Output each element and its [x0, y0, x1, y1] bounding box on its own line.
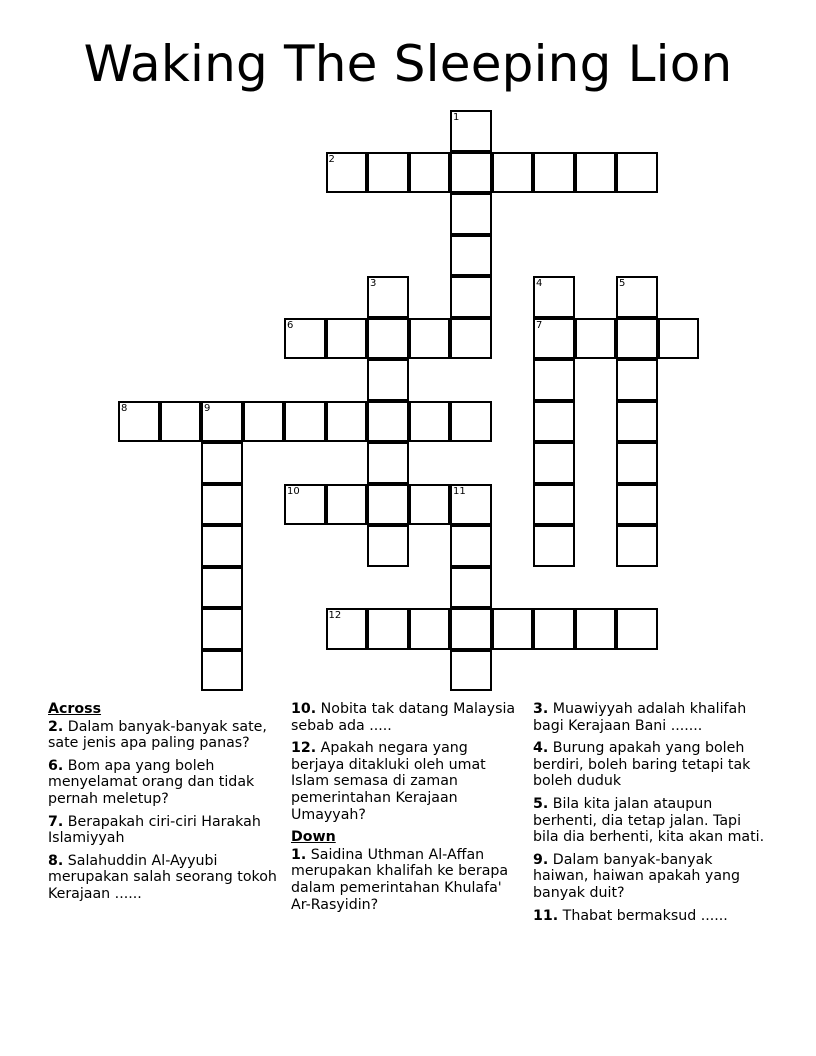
grid-cell[interactable] — [450, 110, 492, 152]
grid-cell[interactable] — [326, 401, 368, 443]
grid-cell[interactable] — [450, 525, 492, 567]
clue-number: 8 — [121, 402, 128, 414]
grid-cell[interactable] — [160, 401, 202, 443]
grid-cell[interactable] — [616, 608, 658, 650]
clue-item — [48, 719, 280, 752]
grid-cell[interactable] — [450, 567, 492, 609]
grid-cell[interactable] — [367, 276, 409, 318]
clue-item-number: 1. — [291, 846, 307, 863]
grid-cell[interactable] — [367, 442, 409, 484]
grid-cell[interactable] — [201, 442, 243, 484]
grid-cell[interactable] — [616, 525, 658, 567]
grid-cell[interactable] — [533, 525, 575, 567]
grid-cell[interactable] — [367, 484, 409, 526]
clue-number: 10 — [287, 485, 300, 497]
clue-item — [291, 740, 523, 823]
clue-item-number: 11. — [533, 907, 559, 924]
clue-item-number: 12. — [291, 740, 317, 757]
clue-column-1 — [48, 701, 280, 909]
clue-item-text: Muawiyyah adalah khalifah bagi Kerajaan Bani ....... — [533, 701, 747, 734]
grid-cell[interactable] — [409, 484, 451, 526]
clue-item — [48, 853, 280, 903]
clue-item-number: 5. — [533, 795, 549, 812]
grid-cell[interactable] — [409, 152, 451, 194]
grid-cell[interactable] — [201, 401, 243, 443]
grid-cell[interactable] — [367, 525, 409, 567]
clue-item-number: 6. — [48, 757, 64, 774]
grid-cell[interactable] — [533, 276, 575, 318]
grid-cell[interactable] — [201, 650, 243, 692]
grid-cell[interactable] — [367, 608, 409, 650]
grid-cell[interactable] — [450, 318, 492, 360]
grid-cell[interactable] — [575, 608, 617, 650]
clue-item-text: Bom apa yang boleh menyelamat orang dan tidak pernah meletup? — [48, 757, 255, 807]
clue-number: 9 — [204, 402, 211, 414]
clue-item — [48, 758, 280, 808]
grid-cell[interactable] — [616, 359, 658, 401]
clue-item-number: 2. — [48, 718, 64, 735]
grid-cell[interactable] — [450, 193, 492, 235]
grid-cell[interactable] — [533, 608, 575, 650]
clue-item-text: Dalam banyak-banyak sate, sate jenis apa paling panas? — [48, 718, 267, 752]
clue-number: 11 — [453, 485, 466, 497]
clue-number: 5 — [619, 278, 626, 289]
grid-cell[interactable] — [450, 235, 492, 277]
grid-cell[interactable] — [367, 401, 409, 443]
clue-number: 12 — [328, 610, 342, 621]
clue-number: 4 — [536, 278, 543, 289]
grid-cell[interactable] — [533, 442, 575, 484]
grid-cell[interactable] — [616, 318, 658, 360]
clue-number: 1 — [453, 112, 460, 123]
clue-item — [533, 701, 765, 734]
puzzle-title: Waking The Sleeping Lion — [83, 35, 733, 93]
grid-cell[interactable] — [201, 484, 243, 526]
grid-cell[interactable] — [533, 318, 575, 360]
grid-cell[interactable] — [533, 152, 575, 194]
grid-cell[interactable] — [533, 484, 575, 526]
grid-cell[interactable] — [450, 484, 492, 526]
clue-item-number: 3. — [533, 701, 549, 717]
clue-item-text: Nobita tak datang Malaysia sebab ada ..... — [291, 701, 516, 734]
grid-cell[interactable] — [367, 318, 409, 360]
grid-cell[interactable] — [450, 608, 492, 650]
grid-cell[interactable] — [492, 608, 534, 650]
clue-item-number: 9. — [533, 851, 549, 868]
down-heading: Down — [291, 829, 336, 846]
grid-cell[interactable] — [409, 318, 451, 360]
clue-item-text: Berapakah ciri-ciri Harakah Islamiyyah — [48, 813, 261, 847]
clue-item — [291, 847, 523, 913]
grid-cell[interactable] — [616, 276, 658, 318]
grid-cell[interactable] — [616, 152, 658, 194]
grid-cell[interactable] — [450, 152, 492, 194]
grid-cell[interactable] — [575, 318, 617, 360]
grid-cell[interactable] — [616, 401, 658, 443]
clue-item-text: Salahuddin Al-Ayyubi merupakan salah seorang tokoh Kerajaan ...... — [48, 852, 277, 902]
grid-cell[interactable] — [326, 608, 368, 650]
grid-cell[interactable] — [450, 276, 492, 318]
clue-number: 7 — [536, 319, 543, 331]
grid-cell[interactable] — [201, 608, 243, 650]
grid-cell[interactable] — [409, 401, 451, 443]
grid-cell[interactable] — [201, 567, 243, 609]
clue-number: 6 — [287, 319, 294, 331]
clue-item-text: Saidina Uthman Al-Affan merupakan khalifah ke berapa dalam pemerintahan Khulafa' Ar-Rasyidin? — [291, 846, 509, 913]
clue-item-number: 4. — [533, 740, 549, 757]
clue-item — [533, 740, 765, 790]
clue-item — [533, 796, 765, 846]
grid-cell[interactable] — [367, 359, 409, 401]
clue-item-number: 10. — [291, 701, 317, 717]
clue-column-3 — [533, 701, 765, 930]
clue-item-text: Thabat bermaksud ...... — [562, 907, 728, 924]
clue-number: 3 — [370, 278, 377, 289]
clue-item-number: 8. — [48, 852, 64, 869]
clue-item-text: Bila kita jalan ataupun berhenti, dia tetap jalan. Tapi bila dia berhenti, kita akan mati. — [533, 795, 765, 846]
grid-cell[interactable] — [326, 318, 368, 360]
grid-cell[interactable] — [284, 484, 326, 526]
grid-cell[interactable] — [201, 525, 243, 567]
grid-cell[interactable] — [616, 484, 658, 526]
grid-cell[interactable] — [658, 318, 700, 360]
clue-item-text: Burung apakah yang boleh berdiri, boleh baring tetapi tak boleh duduk — [533, 740, 751, 790]
grid-cell[interactable] — [616, 442, 658, 484]
clue-number: 2 — [328, 153, 335, 165]
grid-cell[interactable] — [533, 359, 575, 401]
grid-cell[interactable] — [243, 401, 285, 443]
clue-item-text: Dalam banyak-banyak haiwan, haiwan apakah yang banyak duit? — [533, 851, 741, 901]
grid-cell[interactable] — [450, 401, 492, 443]
grid-cell[interactable] — [533, 401, 575, 443]
clue-item — [48, 814, 280, 847]
grid-cell[interactable] — [450, 650, 492, 692]
across-heading: Across — [48, 701, 102, 717]
clue-item-number: 7. — [48, 813, 64, 830]
clue-item-text: Apakah negara yang berjaya ditakluki oleh umat Islam semasa di zaman pemerintahan Kerajaan Umayyah? — [291, 740, 486, 823]
clue-item — [533, 908, 765, 925]
grid-cell[interactable] — [575, 152, 617, 194]
grid-cell[interactable] — [284, 318, 326, 360]
grid-cell[interactable] — [326, 484, 368, 526]
grid-cell[interactable] — [284, 401, 326, 443]
clue-item — [533, 852, 765, 902]
grid-cell[interactable] — [326, 152, 368, 194]
clue-column-2 — [291, 701, 523, 919]
grid-cell[interactable] — [409, 608, 451, 650]
grid-cell[interactable] — [367, 152, 409, 194]
clue-item — [291, 701, 523, 734]
grid-cell[interactable] — [492, 152, 534, 194]
grid-cell[interactable] — [118, 401, 160, 443]
